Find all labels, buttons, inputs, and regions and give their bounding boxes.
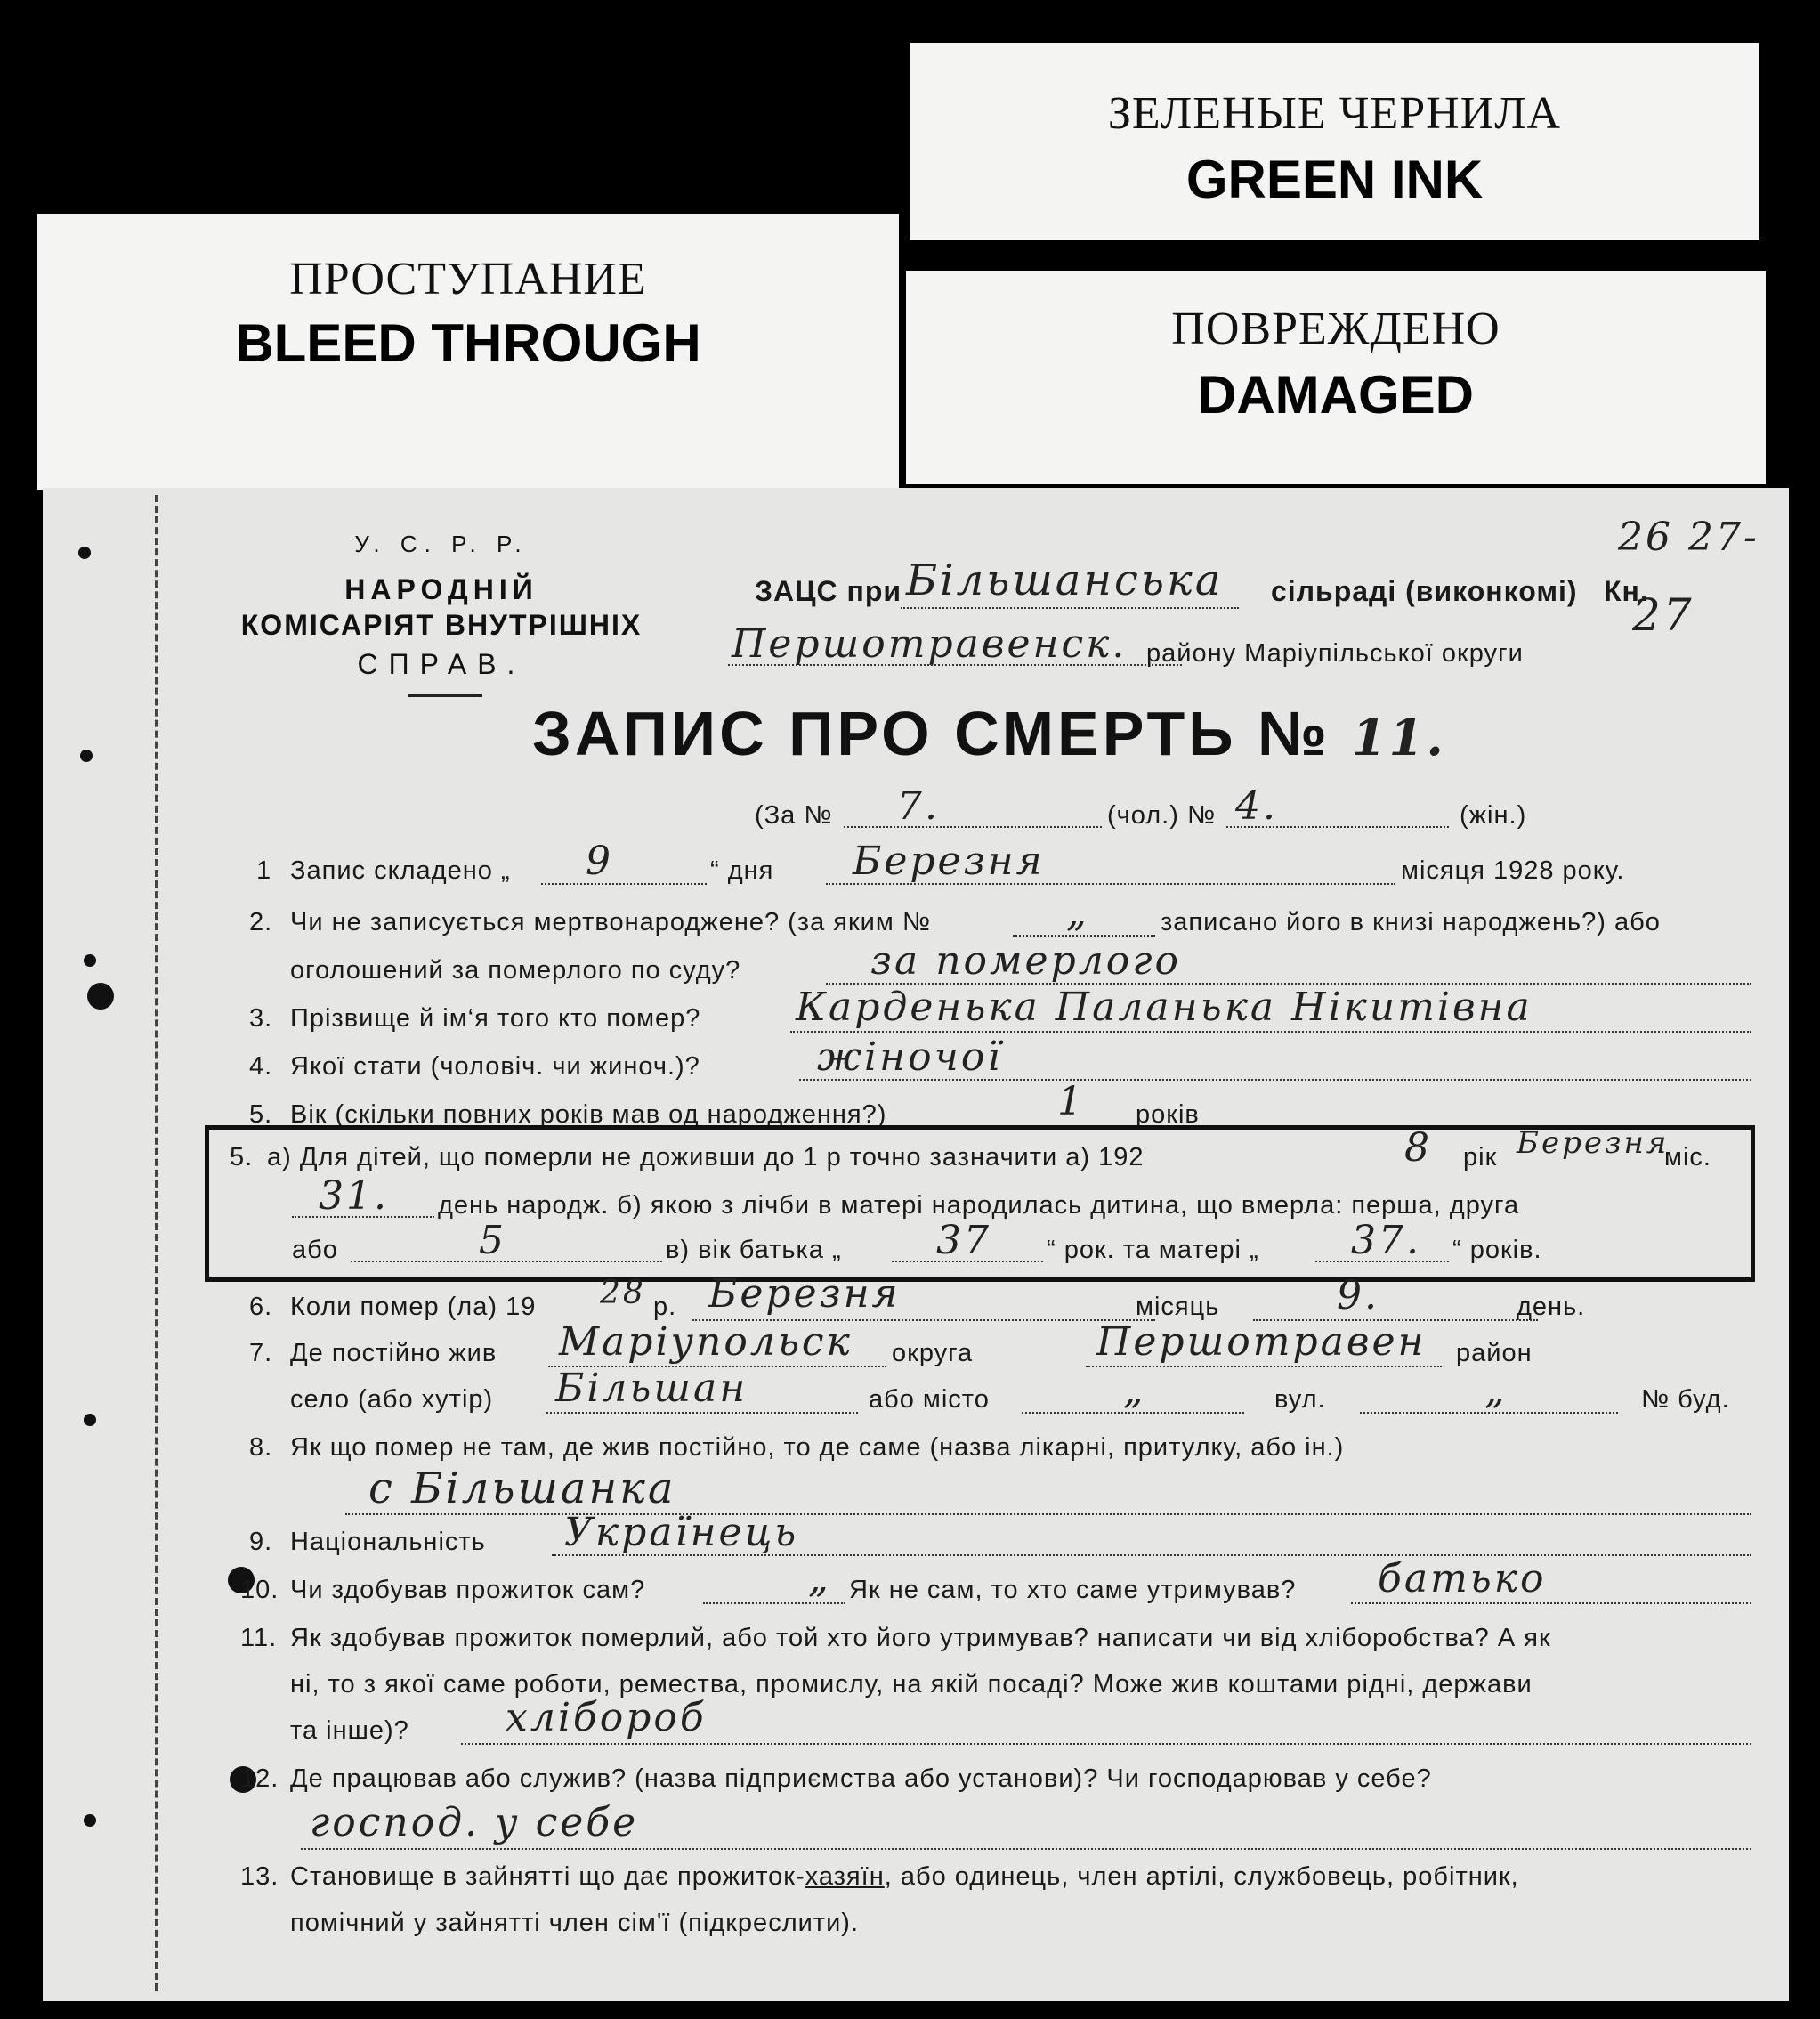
punch-hole xyxy=(84,1814,96,1827)
zags-village-hw: Більшанська xyxy=(906,555,1224,605)
row8-place-blank xyxy=(345,1513,1751,1515)
row11-number: 11. xyxy=(240,1624,278,1652)
row6-year-hw: 28 xyxy=(600,1275,646,1311)
row9-nationality-blank xyxy=(552,1554,1751,1556)
row2-label-c: оголошений за померлого по суду? xyxy=(290,956,741,985)
row5a-month-label: міс. xyxy=(1664,1143,1711,1172)
row7-city-blank xyxy=(1022,1412,1244,1414)
green-ink-en: GREEN INK xyxy=(1185,150,1484,209)
row5-label: Вік (скільки повних років мав од народження?) xyxy=(290,1100,887,1129)
row5-number: 5. xyxy=(249,1100,273,1129)
zags-prefix: ЗАЦС при xyxy=(755,575,902,607)
row7-number: 7. xyxy=(249,1339,273,1367)
row11-label-a: Як здобував прожиток померлий, або той хто його утримував? написати чи від хліборобства? А як xyxy=(290,1624,1551,1652)
female-count-label: (жін.) xyxy=(1460,801,1527,830)
green-ink-label xyxy=(910,43,1759,240)
district-hw: Першотравенск. xyxy=(732,621,1128,667)
row4-sex-hw: жіночої xyxy=(817,1034,1003,1080)
row6-label: Коли помер (ла) 19 xyxy=(290,1293,537,1321)
book-number-top-hw: 26 27- xyxy=(1618,515,1759,560)
row10-label-b: Як не сам, то хто саме утримував? xyxy=(849,1576,1297,1604)
row10-self-blank xyxy=(703,1602,845,1604)
row10-label: Чи здобував прожиток сам? xyxy=(290,1576,646,1604)
row10-number: 10. xyxy=(240,1576,279,1604)
district-blank xyxy=(728,664,1182,666)
damaged-label xyxy=(906,271,1766,484)
row13-label-a-text: Становище в зайнятті що дає прожиток- xyxy=(290,1862,805,1891)
row2-number: 2. xyxy=(249,908,273,937)
row5a-month-hw: Березня xyxy=(1517,1125,1670,1161)
row5a-label-g: “ рок. та матері „ xyxy=(1047,1236,1259,1264)
row2-label-b: записано його в книзі народжень?) або xyxy=(1161,908,1661,937)
ministry-line2: КОМІСАРІЯТ ВНУТРІШНІХ xyxy=(240,609,643,641)
zags-village-blank xyxy=(901,607,1239,609)
row6-year-label: р. xyxy=(653,1293,677,1321)
row5a-day-hw: 31. xyxy=(319,1173,389,1219)
row10-supporter-blank xyxy=(1351,1602,1751,1604)
row12-workplace-blank xyxy=(301,1848,1751,1850)
row1-month-blank xyxy=(826,883,1395,885)
row7-street-label: вул. xyxy=(1274,1385,1326,1414)
row5-age-hw: 1 xyxy=(1057,1079,1085,1124)
ussr-header: У. С. Р. Р. xyxy=(354,531,529,557)
row12-number: 12. xyxy=(240,1764,279,1793)
row5a-order-blank xyxy=(351,1261,662,1262)
row13-underlined-owner: хазяїн xyxy=(805,1862,885,1891)
row1-month-hw: Березня xyxy=(853,839,1045,884)
row3-label: Прізвище й ім‘я того кто помер? xyxy=(290,1004,701,1033)
punch-hole xyxy=(84,1414,96,1426)
row5a-year-label: рік xyxy=(1463,1143,1498,1172)
row5a-year-hw: 8 xyxy=(1404,1125,1432,1171)
district-suffix: району Маріупільської округи xyxy=(1146,639,1524,668)
counts-prefix: (За № xyxy=(755,801,833,830)
male-count-blank xyxy=(844,826,1102,828)
row6-month-hw: Березня xyxy=(708,1271,901,1317)
row5a-order-hw: 5 xyxy=(479,1218,506,1263)
row11-label-c: та інше)? xyxy=(290,1716,409,1745)
row7-rayon-label: район xyxy=(1456,1339,1533,1367)
green-ink-ru: ЗЕЛЕНЫЕ ЧЕРНИЛА xyxy=(1107,88,1562,139)
row7-city-label: або місто xyxy=(869,1385,990,1414)
row3-number: 3. xyxy=(249,1004,273,1033)
punch-hole xyxy=(84,954,96,967)
row12-workplace-hw: господ. у себе xyxy=(310,1800,639,1845)
row13-label-b: помічний у зайнятті член сім'ї (підкреслити). xyxy=(290,1909,860,1937)
row5a-label-f: в) вік батька „ xyxy=(666,1236,842,1264)
row13-number: 13. xyxy=(240,1862,279,1891)
row5a-label: а) Для дітей, що померли не доживши до 1 р точно зазначити а) 192 xyxy=(267,1143,1145,1172)
zags-suffix: сільраді (виконкомі) xyxy=(1271,575,1578,607)
row5a-day-blank xyxy=(292,1216,434,1218)
row1-day-blank xyxy=(541,883,707,885)
row5a-label-d: день народж. б) якою з лічби в матері народилась дитина, що вмерла: перша, друга xyxy=(438,1191,1520,1220)
row4-label: Якої стати (чоловіч. чи жиноч.)? xyxy=(290,1052,700,1081)
row5a-number: 5. xyxy=(230,1143,254,1172)
bleed-through-en: BLEED THROUGH xyxy=(235,313,701,373)
row6-day-hw: 9. xyxy=(1337,1273,1379,1318)
row10-self-hw: „ xyxy=(808,1556,831,1601)
row1-label: Запис складено „ xyxy=(290,856,511,885)
row9-label: Національність xyxy=(290,1528,486,1556)
row8-place-hw: с Більшанка xyxy=(368,1464,676,1513)
row10-supporter-hw: батько xyxy=(1378,1556,1547,1601)
row7-house-label: № буд. xyxy=(1641,1385,1730,1414)
row1-number: 1 xyxy=(256,856,272,885)
row6-day-label: день. xyxy=(1517,1293,1586,1321)
row7-okruga-hw: Маріупольск xyxy=(559,1319,853,1365)
row8-label: Як що помер не там, де жив постійно, то де саме (назва лікарні, притулку, або ін.) xyxy=(290,1433,1345,1462)
row5-years-label: років xyxy=(1136,1100,1200,1129)
row3-name-blank xyxy=(790,1031,1751,1033)
female-count-blank xyxy=(1226,826,1449,828)
row7-village-hw: Більшан xyxy=(555,1366,748,1411)
row11-occupation-hw: хлібороб xyxy=(506,1695,707,1740)
record-title xyxy=(532,698,1446,769)
row2-court-hw: за померлого xyxy=(870,938,1181,984)
row9-number: 9. xyxy=(249,1528,273,1556)
row7-city-hw: „ xyxy=(1123,1367,1146,1413)
book-label: Кн. xyxy=(1604,575,1649,607)
row5a-father-blank xyxy=(892,1261,1043,1262)
row7-village-blank xyxy=(546,1412,858,1414)
row11-label-b: ні, то з якої саме роботи, ремества, промислу, на якій посаді? Може жив коштами рідні, держави xyxy=(290,1670,1533,1699)
row1-year-label: місяця 1928 року. xyxy=(1401,856,1625,885)
damaged-en: DAMAGED xyxy=(1198,365,1474,425)
row2-label: Чи не записується мертвонароджене? (за яким № xyxy=(290,908,931,937)
row5a-label-e: або xyxy=(292,1236,338,1264)
death-record-form xyxy=(43,488,1789,2001)
row12-label: Де працював або служив? (назва підприємства або установи)? Чи господарював у себе? xyxy=(290,1764,1432,1793)
damaged-ru: ПОВРЕЖДЕНО xyxy=(1171,304,1500,354)
bleed-through-label xyxy=(37,214,899,490)
row5a-mother-age-hw: 37. xyxy=(1351,1218,1421,1263)
row7-street-blank xyxy=(1360,1412,1618,1414)
row4-sex-blank xyxy=(799,1079,1751,1081)
row7-okruga-label: округа xyxy=(892,1339,974,1367)
bleed-through-ru: ПРОСТУПАНИЕ xyxy=(289,254,647,304)
row6-month-label: місяць xyxy=(1136,1293,1220,1321)
row8-number: 8. xyxy=(249,1433,273,1462)
row7-rayon-hw: Першотравен xyxy=(1096,1319,1427,1365)
male-count-label: (чол.) № xyxy=(1107,801,1217,830)
row9-nationality-hw: Українець xyxy=(564,1510,799,1555)
row13-label-a xyxy=(290,1862,1519,1892)
row7-village-label: село (або хутір) xyxy=(290,1385,494,1414)
record-number-hw: 11. xyxy=(1351,709,1446,767)
row1-day-label: “ дня xyxy=(710,856,774,885)
row5a-label-h: “ років. xyxy=(1452,1236,1542,1264)
perforation-line xyxy=(155,495,158,1991)
row4-number: 4. xyxy=(249,1052,273,1081)
record-title-text: ЗАПИС ПРО СМЕРТЬ № xyxy=(532,699,1331,768)
ministry-line3: СПРАВ. xyxy=(357,648,526,680)
row11-occupation-blank xyxy=(461,1743,1751,1745)
row6-number: 6. xyxy=(249,1293,273,1321)
male-count-hw: 7. xyxy=(897,783,940,829)
punch-hole xyxy=(87,983,114,1010)
row13-label-a2-text: , або одинець, член артілі, службовець, робітник, xyxy=(884,1862,1519,1891)
row5a-mother-blank xyxy=(1315,1261,1449,1262)
ministry-line1: НАРОДНІЙ xyxy=(344,573,538,605)
row2-stillborn-hw: „ xyxy=(1066,890,1089,936)
row3-name-hw: Карденька Паланька Нікитівна xyxy=(796,985,1533,1030)
header-rule xyxy=(408,694,482,697)
row5a-father-age-hw: 37 xyxy=(936,1218,991,1263)
punch-hole xyxy=(80,750,93,762)
row7-street-hw: „ xyxy=(1484,1367,1508,1413)
punch-hole xyxy=(78,547,91,559)
row7-label: Де постійно жив xyxy=(290,1339,497,1367)
row1-day-hw: 9 xyxy=(586,839,613,884)
row2-stillborn-blank xyxy=(1013,935,1155,937)
book-number-hw: 27 xyxy=(1632,589,1695,641)
female-count-hw: 4. xyxy=(1235,783,1278,829)
